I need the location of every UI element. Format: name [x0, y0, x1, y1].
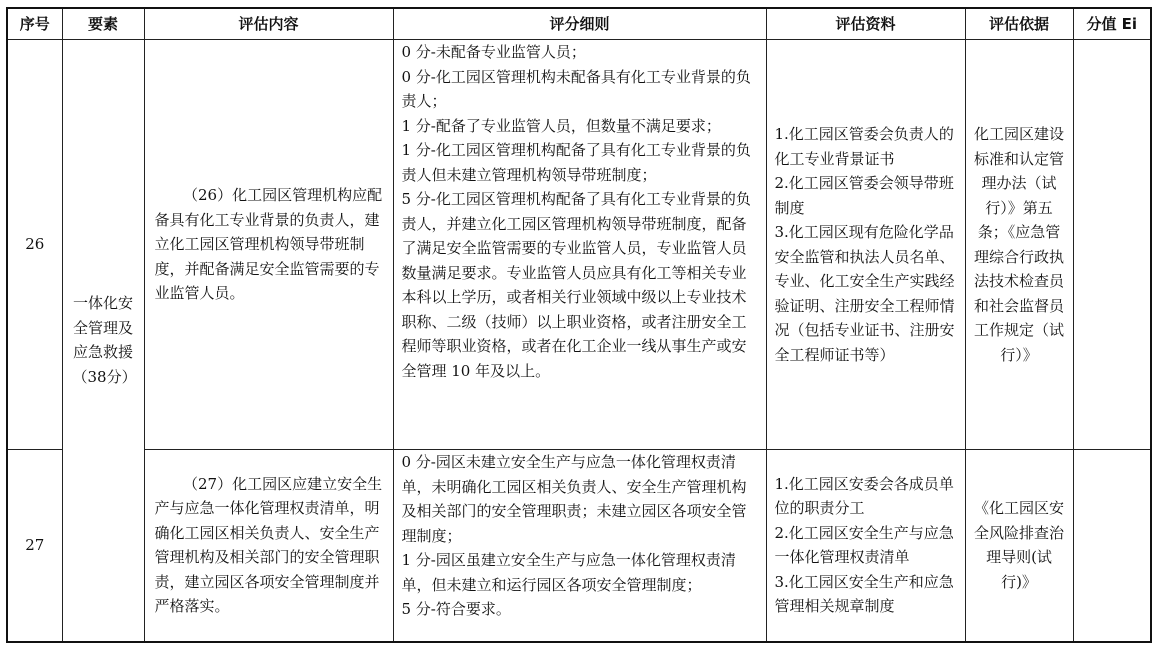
header-element: 要素: [62, 8, 144, 40]
evaluation-table: [6, 7, 1152, 643]
content-text: （26）化工园区管理机构应配备具有化工专业背景的负责人，建立化工园区管理机构领导带班制度，并配备满足安全监管需要的专业监管人员。: [154, 186, 383, 303]
material-line: 1.化工园区安委会各成员单位的职责分工: [774, 474, 954, 518]
header-detail: 评分细则: [393, 8, 766, 40]
score-cell: [1073, 450, 1151, 642]
detail-line: 1 分-园区虽建立安全生产与应急一体化管理权责清单，但未建立和运行园区各项安全管理制度；: [401, 551, 736, 594]
detail-line: 1 分-配备了专业监管人员，但数量不满足要求；: [401, 116, 721, 135]
header-row: [7, 8, 1151, 40]
material-line: 2.化工园区安全生产与应急一体化管理权责清单: [774, 523, 954, 567]
content-cell: [144, 450, 393, 642]
detail-line: 0 分-化工园区管理机构未配备具有化工专业背景的负责人；: [401, 67, 751, 110]
content-text: （27）化工园区应建立安全生产与应急一体化管理权责清单，明确化工园区相关负责人、安全生产管理机构及相关部门的安全管理职责，建立园区各项安全管理制度并严格落实。: [154, 474, 383, 616]
table-row: [7, 450, 1151, 642]
detail-line: 0 分-未配备专业监管人员；: [401, 43, 586, 61]
detail-line: 0 分-园区未建立安全生产与应急一体化管理权责清单，未明确化工园区相关负责人、安全生产管理机构及相关部门的安全管理职责；未建立园区各项安全管理制度；: [401, 453, 747, 545]
header-material: 评估资料: [766, 8, 965, 40]
row-number: 26: [7, 40, 62, 450]
material-cell: [766, 40, 965, 450]
detail-cell: [393, 40, 766, 450]
detail-line: 5 分-符合要求。: [401, 600, 511, 618]
header-content: 评估内容: [144, 8, 393, 40]
header-basis: 评估依据: [965, 8, 1073, 40]
row-number: 27: [7, 450, 62, 642]
material-line: 3.化工园区安全生产和应急管理相关规章制度: [774, 572, 954, 616]
detail-line: 5 分-化工园区管理机构配备了具有化工专业背景的负责人，并建立化工园区管理机构领导带班制度，配备了满足安全监管需要的专业监管人员，专业监管人员数量满足要求。专业监管人员应具有化工等相关专业本科以上学历，或者相关行业领域中级以上专业技术职称、二级（技师）以上职业资格，或者注册安全工程师等职业资格，或者在化工企业一线从事生产或安全管理 10 年及以上。: [401, 190, 751, 380]
table-row: [7, 40, 1151, 450]
element-cell: 一体化安全管理及应急救援（38分）: [62, 40, 144, 642]
header-no: 序号: [7, 8, 62, 40]
basis-cell: 《化工园区安全风险排查治理导则(试行)》: [965, 450, 1073, 642]
material-line: 3.化工园区现有危险化学品安全监管和执法人员名单、专业、化工安全生产实践经验证明、注册安全工程师情况（包括专业证书、注册安全工程师证书等）: [774, 223, 955, 364]
header-score: 分值 Ei: [1073, 8, 1151, 40]
detail-line: 1 分-化工园区管理机构配备了具有化工专业背景的负责人但未建立管理机构领导带班制度；: [401, 141, 751, 184]
material-line: 2.化工园区管委会领导带班制度: [774, 174, 954, 217]
material-cell: [766, 450, 965, 642]
content-cell: [144, 40, 393, 450]
score-cell: [1073, 40, 1151, 450]
detail-cell: [393, 450, 766, 642]
basis-cell: 化工园区建设标准和认定管理办法（试行）》第五条；《应急管理综合行政执法技术检查员和社会监督员工作规定（试行）》: [965, 40, 1073, 450]
material-line: 1.化工园区管委会负责人的化工专业背景证书: [774, 125, 954, 168]
